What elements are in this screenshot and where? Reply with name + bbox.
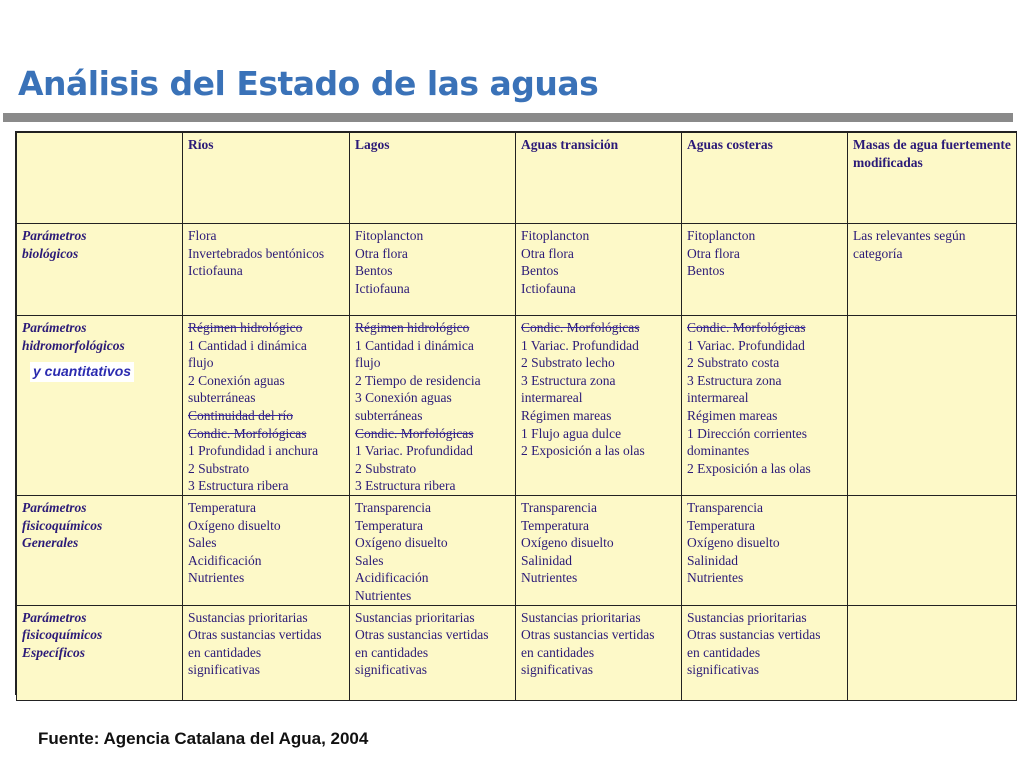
cell-line: Sustancias prioritarias <box>521 609 641 625</box>
table-cell <box>516 605 682 700</box>
cell-line: en cantidades <box>355 644 429 660</box>
cell-line: 1 Flujo agua dulce <box>521 425 622 441</box>
table-cell <box>516 224 682 316</box>
cell-line: Ictiofauna <box>521 280 576 296</box>
cell-line: Condic. Morfológicas <box>355 425 474 441</box>
cell-line: Transparencia <box>521 499 597 515</box>
cell-line: 2 Conexión aguas <box>188 372 285 388</box>
cell-line: Transparencia <box>355 499 431 515</box>
cell-line: Ictiofauna <box>188 263 243 279</box>
cell-line: Acidificación <box>355 570 429 586</box>
page-title: Análisis del Estado de las aguas <box>18 64 599 103</box>
table-cell <box>848 495 1017 605</box>
row-label-line: fisicoquímicos <box>22 627 103 643</box>
column-header: Aguas transición <box>516 133 682 224</box>
cell-line: 2 Tiempo de residencia <box>355 372 481 388</box>
cell-line: Régimen mareas <box>687 407 778 423</box>
row-label-cell <box>17 605 183 700</box>
table-row <box>17 224 1017 316</box>
cell-line: 2 Exposición a las olas <box>687 460 811 476</box>
cell-line: Otras sustancias vertidas <box>188 627 322 643</box>
cell-line: Otra flora <box>355 245 408 261</box>
row-label-line: Parámetros <box>22 320 87 335</box>
cell-line: 1 Cantidad i dinámica <box>355 337 474 353</box>
cell-line: dominantes <box>687 443 750 459</box>
table-cell <box>350 316 516 496</box>
cell-line: categoría <box>853 245 903 261</box>
table-cell <box>516 495 682 605</box>
cell-line: 3 Estructura zona <box>521 372 616 388</box>
table-cell <box>183 224 350 316</box>
cell-line: Régimen hidrológico <box>188 320 303 335</box>
cell-line: 1 Variac. Profundidad <box>687 337 805 353</box>
cell-line: flujo <box>355 355 381 371</box>
table-cell <box>848 224 1017 316</box>
cell-line: Ictiofauna <box>355 280 410 296</box>
cell-line: Sales <box>188 535 217 551</box>
cell-line: 1 Profundidad i anchura <box>188 443 319 459</box>
cell-line: Temperatura <box>188 499 257 515</box>
table-row <box>17 605 1017 700</box>
cell-line: Nutrientes <box>188 570 245 586</box>
cell-line: en cantidades <box>687 644 761 660</box>
cell-line: significativas <box>355 662 427 678</box>
cell-line: Oxígeno disuelto <box>521 535 614 551</box>
table-cell <box>350 224 516 316</box>
cell-line: Otra flora <box>687 245 740 261</box>
table-cell <box>516 316 682 496</box>
cell-line: Otras sustancias vertidas <box>355 627 489 643</box>
row-label-line: Específicos <box>22 644 85 660</box>
cell-line: 2 Substrato costa <box>687 355 780 371</box>
cell-line: Condic. Morfológicas <box>521 320 640 335</box>
water-status-table <box>16 132 1017 701</box>
row-label-line: hidromorfológicos <box>22 337 125 353</box>
table-cell <box>350 605 516 700</box>
cell-line: en cantidades <box>521 644 595 660</box>
table-cell <box>682 495 848 605</box>
cell-line: 2 Substrato <box>355 460 417 476</box>
cell-line: Transparencia <box>687 499 763 515</box>
cell-line: Fitoplancton <box>521 228 590 243</box>
cell-line: significativas <box>188 662 260 678</box>
cell-line: significativas <box>521 662 593 678</box>
cell-line: Bentos <box>687 263 725 279</box>
cell-line: Temperatura <box>687 517 756 533</box>
cell-line: flujo <box>188 355 214 371</box>
cell-line: Temperatura <box>355 517 424 533</box>
cell-line: 3 Estructura ribera <box>355 478 456 494</box>
cell-line: Nutrientes <box>687 570 744 586</box>
column-header: Lagos <box>350 133 516 224</box>
cell-line: Flora <box>188 228 217 243</box>
table-cell <box>682 605 848 700</box>
cell-line: Las relevantes según <box>853 228 966 243</box>
cell-line: 3 Conexión aguas <box>355 390 452 406</box>
table-header-row <box>17 133 1017 224</box>
cell-line: 1 Variac. Profundidad <box>355 443 473 459</box>
row-label-annotation: y cuantitativos <box>30 362 134 382</box>
row-label-line: Generales <box>22 535 79 551</box>
cell-line: Condic. Morfológicas <box>188 425 307 441</box>
cell-line: Salinidad <box>687 552 738 568</box>
cell-line: Fitoplancton <box>687 228 756 243</box>
cell-line: Bentos <box>521 263 559 279</box>
cell-line: 3 Estructura ribera <box>188 478 289 494</box>
cell-line: Fitoplancton <box>355 228 424 243</box>
cell-line: Salinidad <box>521 552 572 568</box>
cell-line: Otra flora <box>521 245 574 261</box>
cell-line: Régimen mareas <box>521 407 612 423</box>
row-label-cell <box>17 224 183 316</box>
row-label-line: Parámetros <box>22 499 87 515</box>
table-row <box>17 495 1017 605</box>
table-cell <box>682 316 848 496</box>
cell-line: subterráneas <box>188 390 256 406</box>
cell-line: Oxígeno disuelto <box>687 535 780 551</box>
cell-line: Bentos <box>355 263 393 279</box>
table-cell <box>183 316 350 496</box>
column-header: Ríos <box>183 133 350 224</box>
table-cell <box>183 605 350 700</box>
cell-line: Condic. Morfológicas <box>687 320 806 335</box>
cell-line: 1 Variac. Profundidad <box>521 337 639 353</box>
cell-line: Acidificación <box>188 552 262 568</box>
cell-line: Oxígeno disuelto <box>355 535 448 551</box>
water-status-table-container <box>15 131 1017 695</box>
cell-line: 2 Substrato lecho <box>521 355 615 371</box>
cell-line: Sales <box>355 552 384 568</box>
column-header: Masas de agua fuertemente modificadas <box>848 133 1017 224</box>
table-cell <box>682 224 848 316</box>
cell-line: Sustancias prioritarias <box>188 609 308 625</box>
cell-line: 2 Exposición a las olas <box>521 443 645 459</box>
cell-line: Temperatura <box>521 517 590 533</box>
column-header: Aguas costeras <box>682 133 848 224</box>
row-label-cell <box>17 495 183 605</box>
cell-line: 2 Substrato <box>188 460 250 476</box>
table-cell <box>350 495 516 605</box>
cell-line: 3 Estructura zona <box>687 372 782 388</box>
row-label-line: Parámetros <box>22 228 87 243</box>
cell-line: 1 Cantidad i dinámica <box>188 337 307 353</box>
cell-line: Otras sustancias vertidas <box>687 627 821 643</box>
row-label-cell <box>17 316 183 496</box>
cell-line: subterráneas <box>355 407 423 423</box>
source-citation: Fuente: Agencia Catalana del Agua, 2004 <box>38 729 369 748</box>
table-row <box>17 316 1017 496</box>
cell-line: Régimen hidrológico <box>355 320 470 335</box>
cell-line: intermareal <box>687 390 749 406</box>
cell-line: Sustancias prioritarias <box>687 609 807 625</box>
header-corner-cell <box>17 133 183 224</box>
row-label-line: Parámetros <box>22 609 87 625</box>
table-cell <box>183 495 350 605</box>
row-label-line: biológicos <box>22 245 79 261</box>
cell-line: Nutrientes <box>521 570 578 586</box>
cell-line: Oxígeno disuelto <box>188 517 281 533</box>
cell-line: Sustancias prioritarias <box>355 609 475 625</box>
cell-line: en cantidades <box>188 644 262 660</box>
cell-line: intermareal <box>521 390 583 406</box>
cell-line: Otras sustancias vertidas <box>521 627 655 643</box>
cell-line: Nutrientes <box>355 587 412 603</box>
cell-line: 1 Dirección corrientes <box>687 425 807 441</box>
title-underline-bar <box>3 113 1013 122</box>
cell-line: Invertebrados bentónicos <box>188 245 325 261</box>
table-cell <box>848 605 1017 700</box>
row-label-line: fisicoquímicos <box>22 517 103 533</box>
cell-line: Continuidad del río <box>188 407 293 423</box>
table-cell <box>848 316 1017 496</box>
cell-line: significativas <box>687 662 759 678</box>
